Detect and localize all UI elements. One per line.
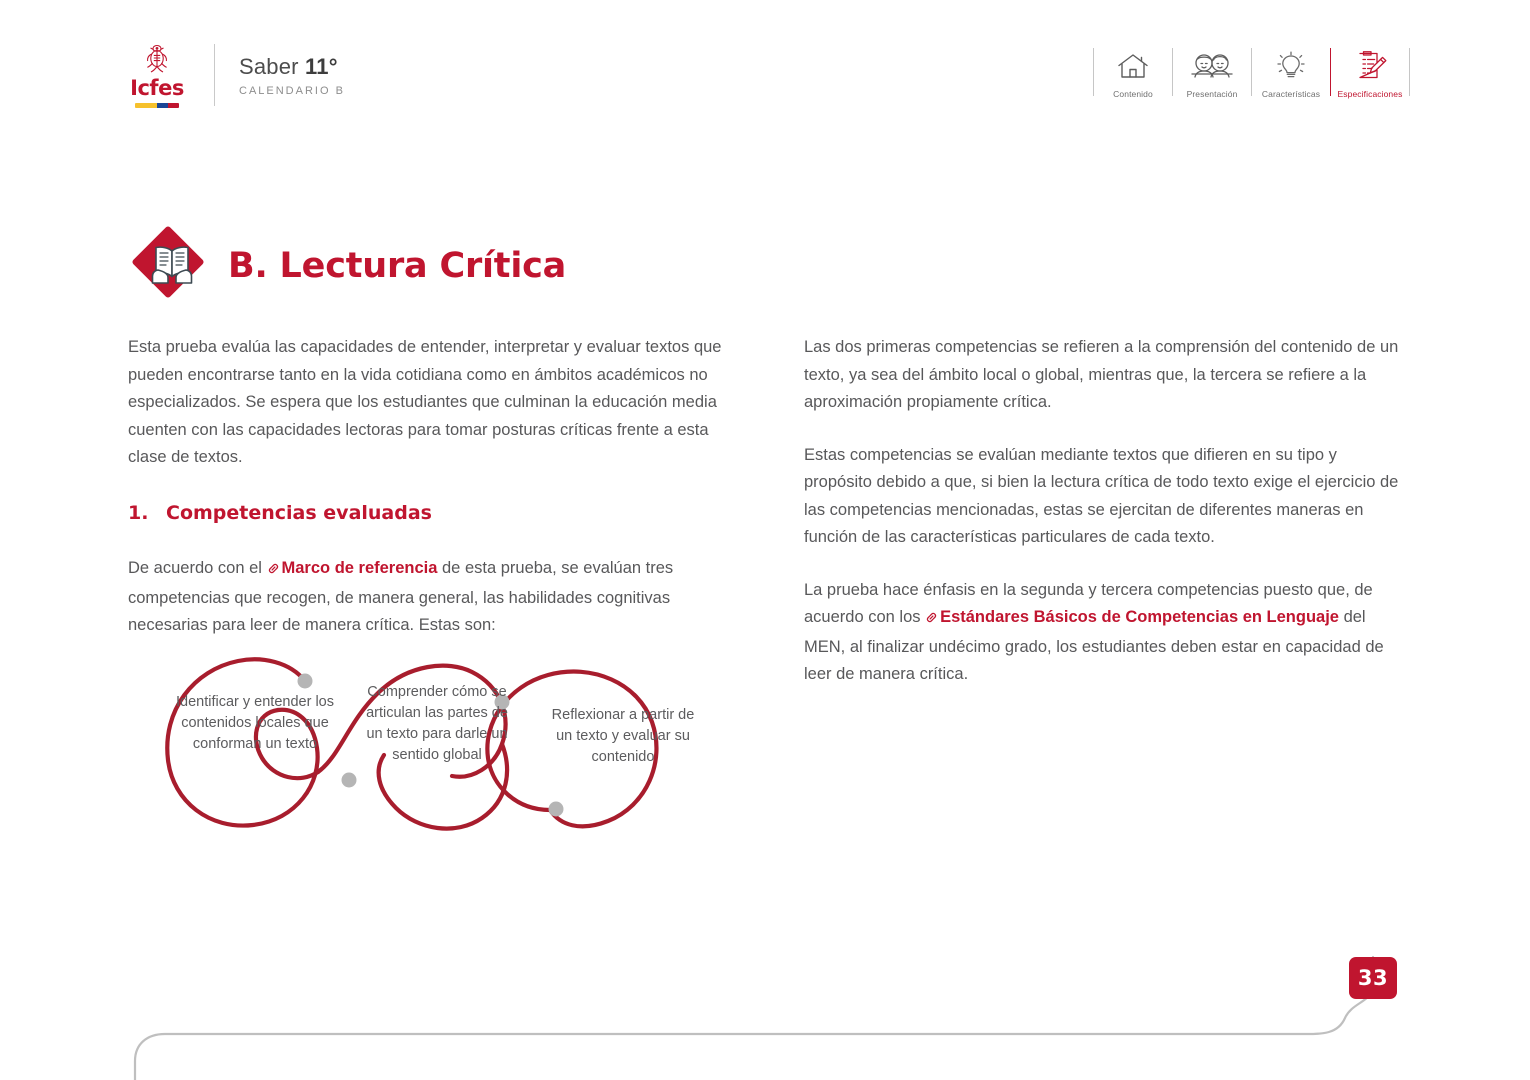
brand-title-bold: 11° bbox=[305, 54, 338, 80]
right-paragraph-2: Estas competencias se evalúan mediante textos que difieren en su tipo y propósito debido a que, si bien la lectura crítica de todo texto exige el ejercicio de las competencias mencionadas, estas se ejercitan de diferentes maneras en función de las características particulares de cada texto. bbox=[804, 445, 1399, 546]
link-label: Marco de referencia bbox=[281, 559, 438, 577]
link-estandares-basicos[interactable] bbox=[925, 608, 1339, 626]
colombia-coat-of-arms-icon bbox=[142, 43, 172, 77]
link-chain-icon bbox=[925, 606, 938, 634]
loop-label-1: Identificar y entender los contenidos locales que conforman un texto bbox=[176, 694, 334, 752]
clipboard-pencil-icon bbox=[1351, 46, 1389, 86]
brand-divider bbox=[214, 44, 215, 106]
open-book-diamond-icon bbox=[128, 222, 216, 310]
brand-title-plain: Saber bbox=[239, 54, 306, 80]
text-after-link: del MEN, al finalizar undécimo grado, los estudiantes deben estar en capacidad de leer de manera crítica. bbox=[804, 608, 1384, 683]
brand-lockup bbox=[128, 36, 345, 114]
icfes-wordmark: Icfes bbox=[130, 75, 184, 100]
page-number-badge: 33 bbox=[1349, 957, 1397, 999]
section-heading-competencias bbox=[128, 500, 728, 528]
text-before-link: De acuerdo con el bbox=[128, 559, 267, 577]
intro-paragraph: Esta prueba evalúa las capacidades de entender, interpretar y evaluar textos que pueden encontrarse tanto en la vida cotidiana como en ámbitos académicos no especializados. Se espera que los estudiantes que culminan la educación media cuenten con las capacidades lectoras para tomar posturas críticas frente a esta clase de textos. bbox=[128, 338, 722, 466]
footer-decorative-line bbox=[0, 930, 1530, 1080]
left-column bbox=[128, 334, 728, 640]
text-after-link: de esta prueba, se evalúan tres competencias que recogen, de manera general, las habilidades cognitivas necesarias para leer de manera crítica. Estas son: bbox=[128, 559, 674, 634]
colombia-flag-bar bbox=[135, 103, 179, 108]
nav-label: Especificaciones bbox=[1337, 89, 1403, 99]
section-title: Competencias evaluadas bbox=[166, 501, 432, 524]
nav-item-presentacion[interactable] bbox=[1173, 46, 1251, 99]
brand-subtitle: CALENDARIO B bbox=[239, 84, 345, 97]
right-paragraph-3 bbox=[804, 577, 1404, 689]
nav-label: Características bbox=[1261, 89, 1321, 99]
loop-label-2: Comprender cómo se articulan las partes de un texto para darle un sentido global bbox=[366, 684, 508, 763]
right-column bbox=[804, 334, 1404, 689]
nav-label: Presentación bbox=[1186, 89, 1238, 99]
right-paragraph-1: Las dos primeras competencias se refieren a la comprensión del contenido de un texto, ya sea del ámbito local o global, mientras que, la tercera se refiere a la aproximación propiamente crítica. bbox=[804, 338, 1399, 411]
link-marco-de-referencia[interactable] bbox=[267, 559, 438, 577]
brand-text-block bbox=[239, 53, 345, 96]
loop-label-3: Reflexionar a partir de un texto y evaluar su contenido bbox=[551, 707, 695, 765]
page-title: B. Lectura Crítica bbox=[228, 246, 567, 286]
lightbulb-icon bbox=[1274, 46, 1308, 86]
nav-divider bbox=[1409, 48, 1410, 96]
competencias-paragraph bbox=[128, 555, 728, 640]
competencias-spiral-diagram bbox=[150, 650, 730, 850]
section-number: 1. bbox=[128, 501, 149, 524]
page-header bbox=[0, 0, 1530, 130]
icfes-logo bbox=[128, 43, 186, 108]
home-icon bbox=[1116, 46, 1150, 86]
nav-item-contenido[interactable] bbox=[1094, 46, 1172, 99]
people-icon bbox=[1190, 46, 1234, 86]
text-before-link: La prueba hace énfasis en la segunda y tercera competencias puesto que, de acuerdo con los bbox=[804, 580, 1373, 626]
nav-label: Contenido bbox=[1113, 89, 1153, 99]
top-navigation bbox=[1093, 46, 1410, 112]
nav-item-caracteristicas[interactable] bbox=[1252, 46, 1330, 99]
brand-title bbox=[239, 55, 345, 79]
link-label: Estándares Básicos de Competencias en Lenguaje bbox=[940, 608, 1339, 626]
link-chain-icon bbox=[267, 557, 280, 585]
page-title-row bbox=[128, 222, 566, 310]
nav-item-especificaciones[interactable] bbox=[1331, 46, 1409, 99]
